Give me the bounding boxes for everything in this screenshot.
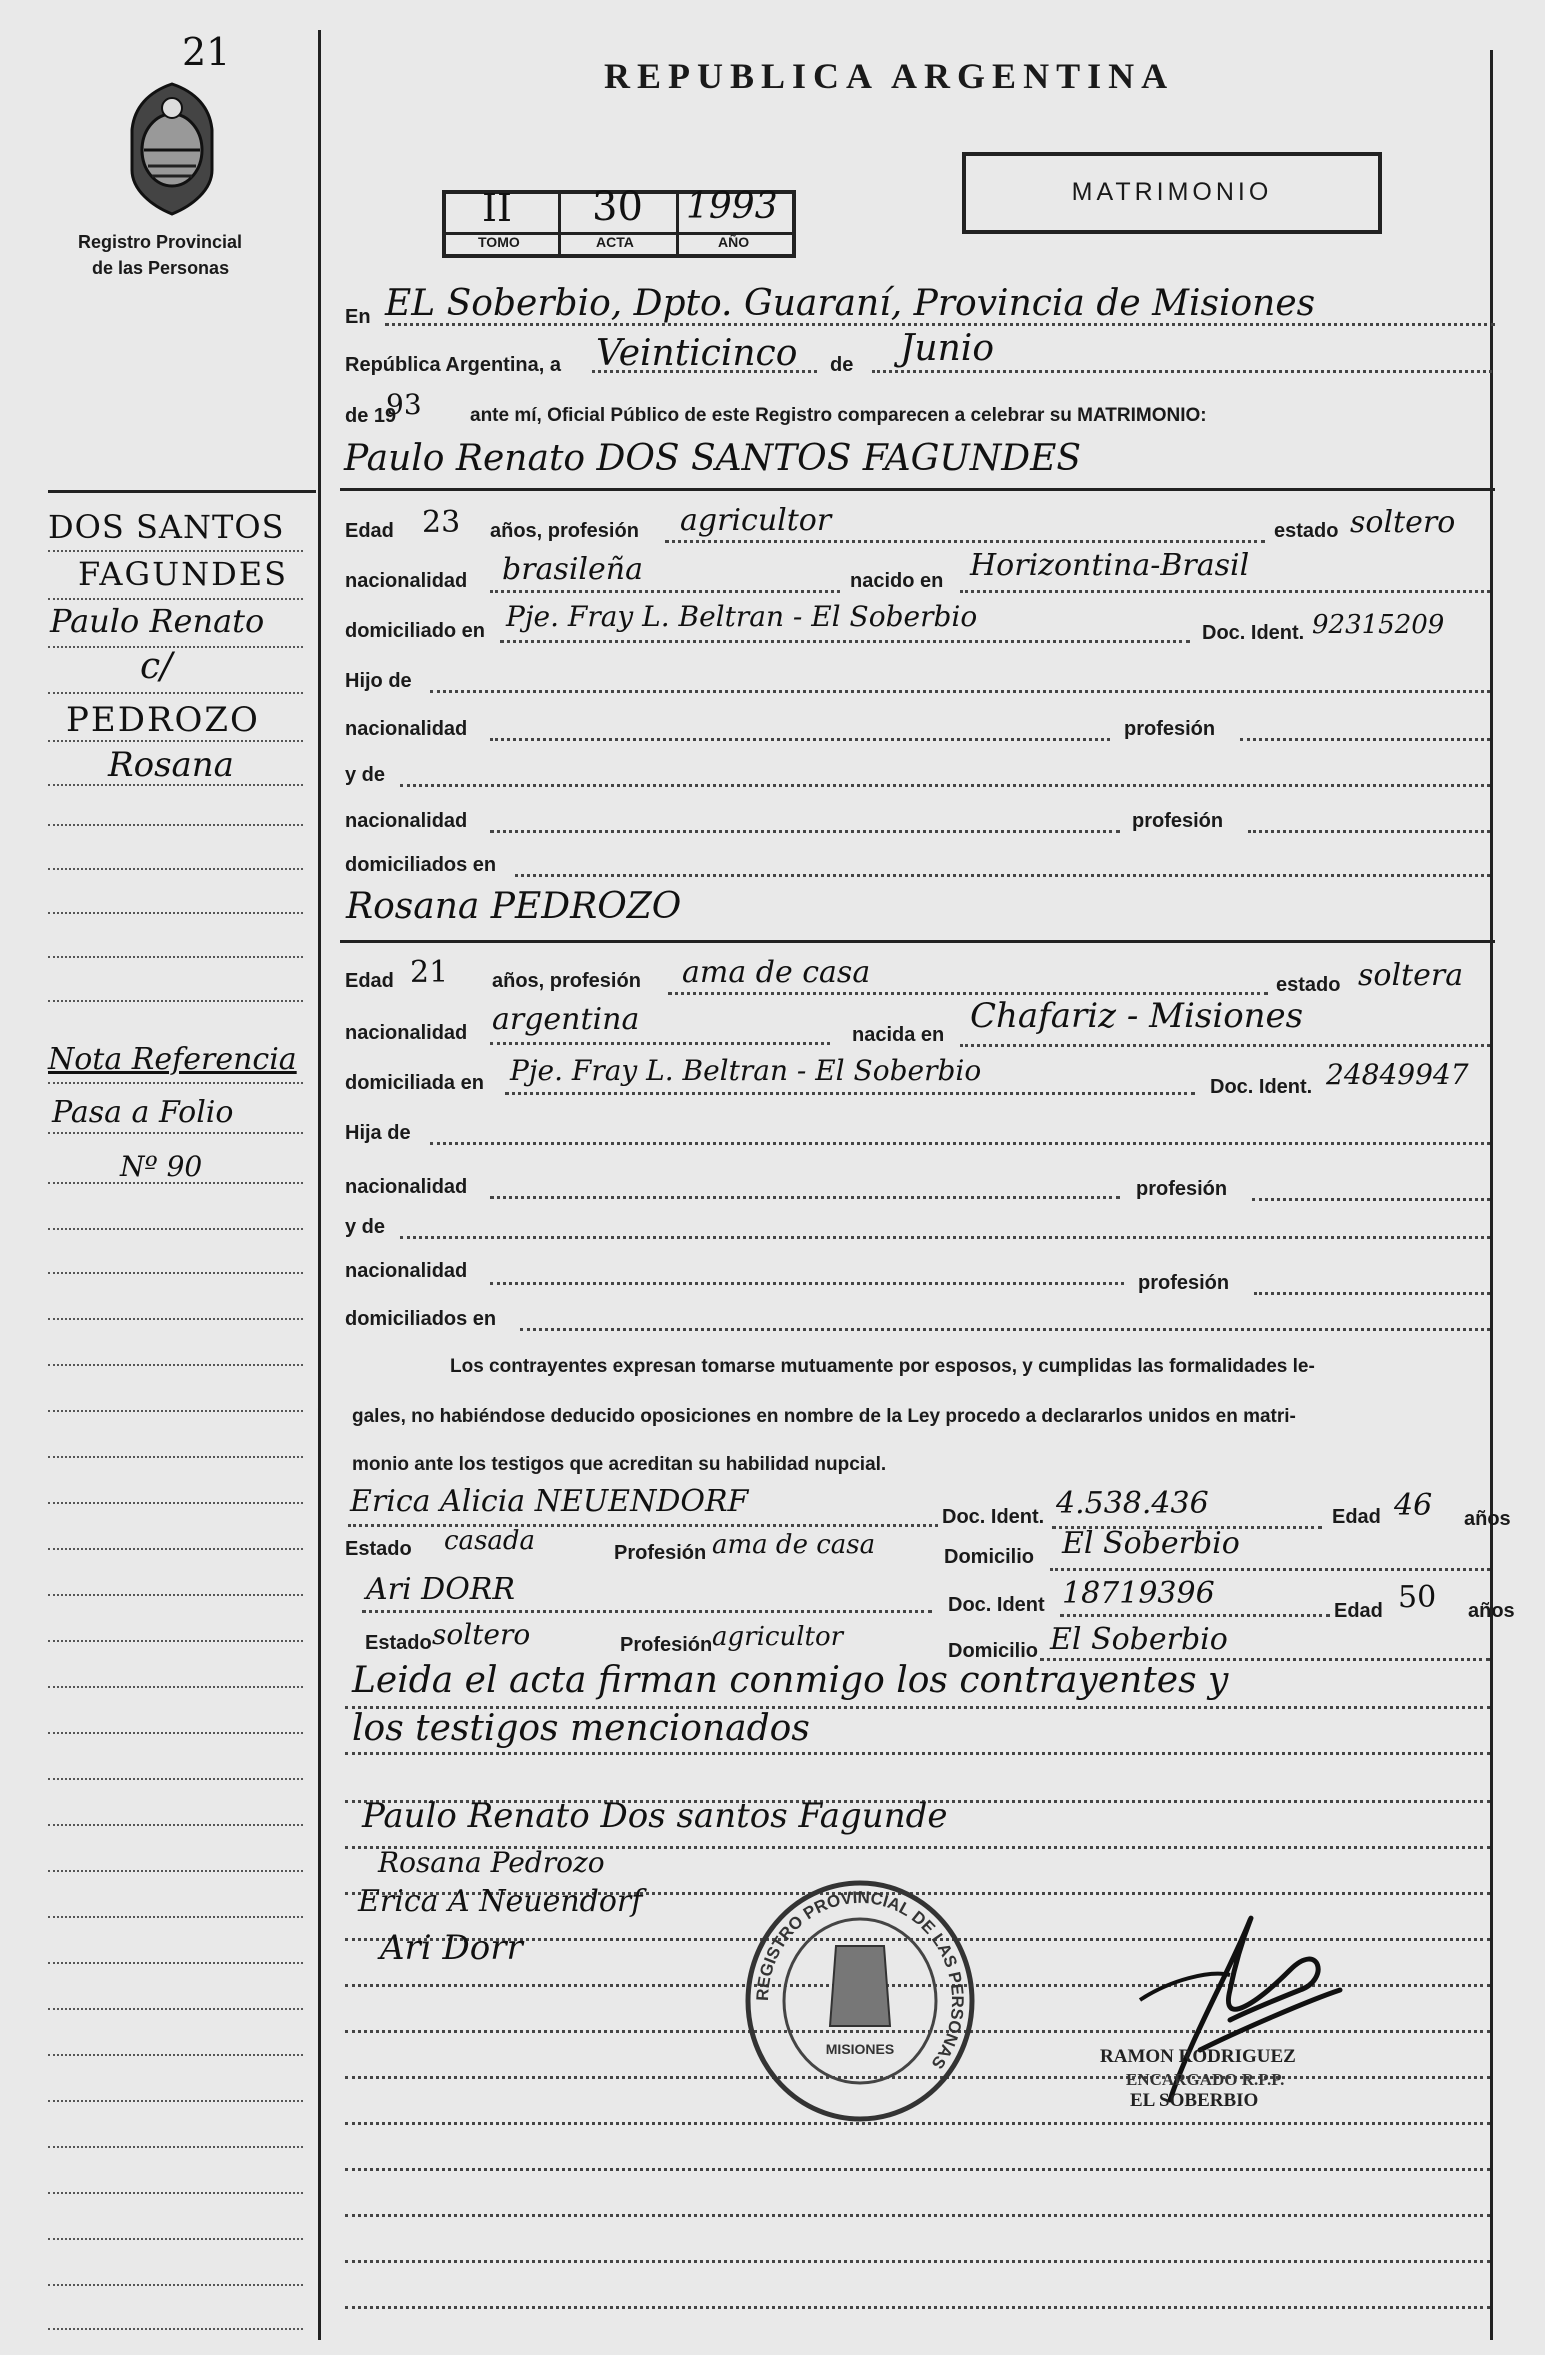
official-title: ENCARGADO R.P.P. [1126,2070,1285,2089]
groom-name: Paulo Renato DOS SANTOS FAGUNDES [344,438,1082,479]
groom-nacido-label: nacido en [850,570,944,592]
bride-estado: soltera [1358,958,1464,993]
witness2-profesion: agricultor [712,1622,844,1652]
bride-name-rule [340,940,1495,943]
bride-name: Rosana PEDROZO [346,886,682,927]
groom-doc: 92315209 [1312,610,1445,640]
signature-witness1: Erica A Neuendorf [358,1884,643,1919]
margin-surname-bride: PEDROZO [66,700,260,740]
witness2-estado-label: Estado [365,1632,432,1654]
groom-nac2-label: nacionalidad [345,718,468,740]
witness1-doc-label: Doc. Ident. [942,1506,1045,1528]
witness1-estado: casada [444,1526,536,1556]
registry-name-line2: de las Personas [92,258,230,278]
bride-prof2-label: profesión [1136,1178,1228,1200]
declaration-line3: monio ante los testigos que acreditan su habilidad nupcial. [352,1454,887,1475]
year-prefix: de 19 [345,405,397,427]
ante-text: ante mí, Oficial Público de este Registro comparecen a celebrar su MATRIMONIO: [470,405,1207,426]
republica-label: República Argentina, a [345,354,561,376]
act-type-title: MATRIMONIO [1071,178,1273,206]
margin-surname2: FAGUNDES [78,555,288,593]
groom-nacido: Horizontina-Brasil [970,548,1250,583]
groom-profesion: agricultor [680,503,832,538]
groom-prof2-label: profesión [1124,718,1216,740]
right-border [1490,50,1493,2340]
margin-surname1: DOS SANTOS [48,508,285,546]
groom-edad: 23 [422,505,461,540]
coat-of-arms-icon [118,78,226,218]
margin-top-rule [48,490,316,493]
acta-label: ACTA [596,234,634,250]
groom-estado: soltero [1350,505,1456,540]
day-value: Veinticinco [596,333,798,374]
closing-line1: Leida el acta firman conmigo los contrayentes y [352,1660,1229,1701]
official-name: RAMON RODRIGUEZ [1100,2046,1296,2067]
declaration-line1: Los contrayentes expresan tomarse mutuamente por esposos, y cumplidas las formalidades le- [450,1356,1315,1377]
bride-doc-label: Doc. Ident. [1210,1076,1313,1098]
witness2-doc: 18719396 [1062,1576,1215,1611]
groom-edad-label: Edad [345,520,394,542]
witness2-anos-label: años [1468,1600,1515,1622]
signature-groom: Paulo Renato Dos santos Fagunde [362,1796,948,1836]
witness2-name: Ari DORR [366,1572,515,1607]
bride-estado-label: estado [1276,974,1341,996]
margin-note-reference: Nota Referencia [48,1042,297,1077]
official-stamp-seal [740,1876,980,2126]
margin-connector: c/ [140,646,173,687]
bride-nacionalidad-label: nacionalidad [345,1022,468,1044]
bride-prof3-label: profesión [1138,1272,1230,1294]
groom-prof3-label: profesión [1132,810,1224,832]
bride-edad: 21 [410,955,449,990]
bride-domicilio: Pje. Fray L. Beltran - El Soberbio [510,1054,982,1087]
page-number: 21 [182,30,231,74]
de-label: de [830,354,854,376]
margin-note-number: Nº 90 [120,1150,203,1183]
act-type-box [962,152,1382,234]
witness2-domicilio: El Soberbio [1050,1622,1228,1657]
country-title: REPUBLICA ARGENTINA [604,56,1175,96]
groom-domicilio: Pje. Fray L. Beltran - El Soberbio [506,600,978,633]
margin-note-folio: Pasa a Folio [52,1095,234,1130]
groom-domiciliados-label: domiciliados en [345,854,497,876]
month-value: Junio [900,328,994,369]
bride-domicilio-label: domiciliada en [345,1072,484,1094]
groom-hijo-label: Hijo de [345,670,412,692]
tomo-value: II [482,186,513,230]
witness2-edad: 50 [1398,1580,1437,1615]
svg-text:REGISTRO PROVINCIAL DE LAS PER: REGISTRO PROVINCIAL DE LAS PERSONAS [752,1887,968,2073]
witness2-profesion-label: Profesión [620,1634,713,1656]
bride-anos-profesion-label: años, profesión [492,970,641,992]
place-value: EL Soberbio, Dpto. Guaraní, Provincia de Misiones [385,283,1316,324]
groom-nac3-label: nacionalidad [345,810,468,832]
ano-label: AÑO [718,234,750,250]
groom-nacionalidad: brasileña [502,552,643,587]
bride-nac2-label: nacionalidad [345,1176,468,1198]
closing-line2: los testigos mencionados [352,1708,810,1749]
bride-nac3-label: nacionalidad [345,1260,468,1282]
bride-yde-label: y de [345,1216,386,1238]
witness1-domicilio: El Soberbio [1062,1526,1240,1561]
acta-value: 30 [592,184,643,230]
en-label: En [345,306,371,328]
witness1-domicilio-label: Domicilio [944,1546,1035,1568]
witness1-profesion: ama de casa [712,1530,876,1560]
bride-domiciliados-label: domiciliados en [345,1308,497,1330]
groom-yde-label: y de [345,764,386,786]
bride-doc: 24849947 [1326,1058,1469,1091]
witness1-doc: 4.538.436 [1056,1486,1209,1521]
witness1-profesion-label: Profesión [614,1542,707,1564]
witness2-estado: soltero [432,1618,531,1651]
witness2-edad-label: Edad [1334,1600,1383,1622]
bride-nacida-label: nacida en [852,1024,945,1046]
margin-divider [318,30,321,2340]
witness1-anos-label: años [1464,1508,1511,1530]
tomo-label: TOMO [478,234,520,250]
witness1-name: Erica Alicia NEUENDORF [350,1484,749,1519]
ano-value: 1993 [686,186,778,227]
bride-nacionalidad: argentina [492,1002,640,1037]
margin-given-names: Paulo Renato [50,602,265,640]
year-suffix: 93 [386,388,422,421]
margin-given-bride: Rosana [108,745,234,785]
groom-estado-label: estado [1274,520,1339,542]
declaration-line2: gales, no habiéndose deducido oposiciones en nombre de la Ley procedo a declararlos unidos en matri- [352,1406,1296,1427]
signature-witness2: Ari Dorr [380,1928,523,1968]
svg-text:MISIONES: MISIONES [825,2041,895,2057]
witness2-doc-label: Doc. Ident [948,1594,1045,1616]
bride-profesion: ama de casa [682,955,871,990]
groom-anos-profesion-label: años, profesión [490,520,639,542]
bride-nacida: Chafariz - Misiones [970,996,1304,1036]
tomo-acta-ano-box [442,184,796,258]
groom-name-rule [340,488,1495,491]
official-place: EL SOBERBIO [1130,2090,1259,2111]
witness1-edad-label: Edad [1332,1506,1381,1528]
witness2-domicilio-label: Domicilio [948,1640,1039,1662]
groom-nacionalidad-label: nacionalidad [345,570,468,592]
groom-domicilio-label: domiciliado en [345,620,486,642]
witness1-estado-label: Estado [345,1538,412,1560]
signature-bride: Rosana Pedrozo [378,1846,605,1879]
groom-doc-label: Doc. Ident. [1202,622,1305,644]
witness1-edad: 46 [1394,1488,1433,1523]
bride-hija-label: Hija de [345,1122,411,1144]
bride-edad-label: Edad [345,970,394,992]
registry-name-line1: Registro Provincial [78,232,243,252]
